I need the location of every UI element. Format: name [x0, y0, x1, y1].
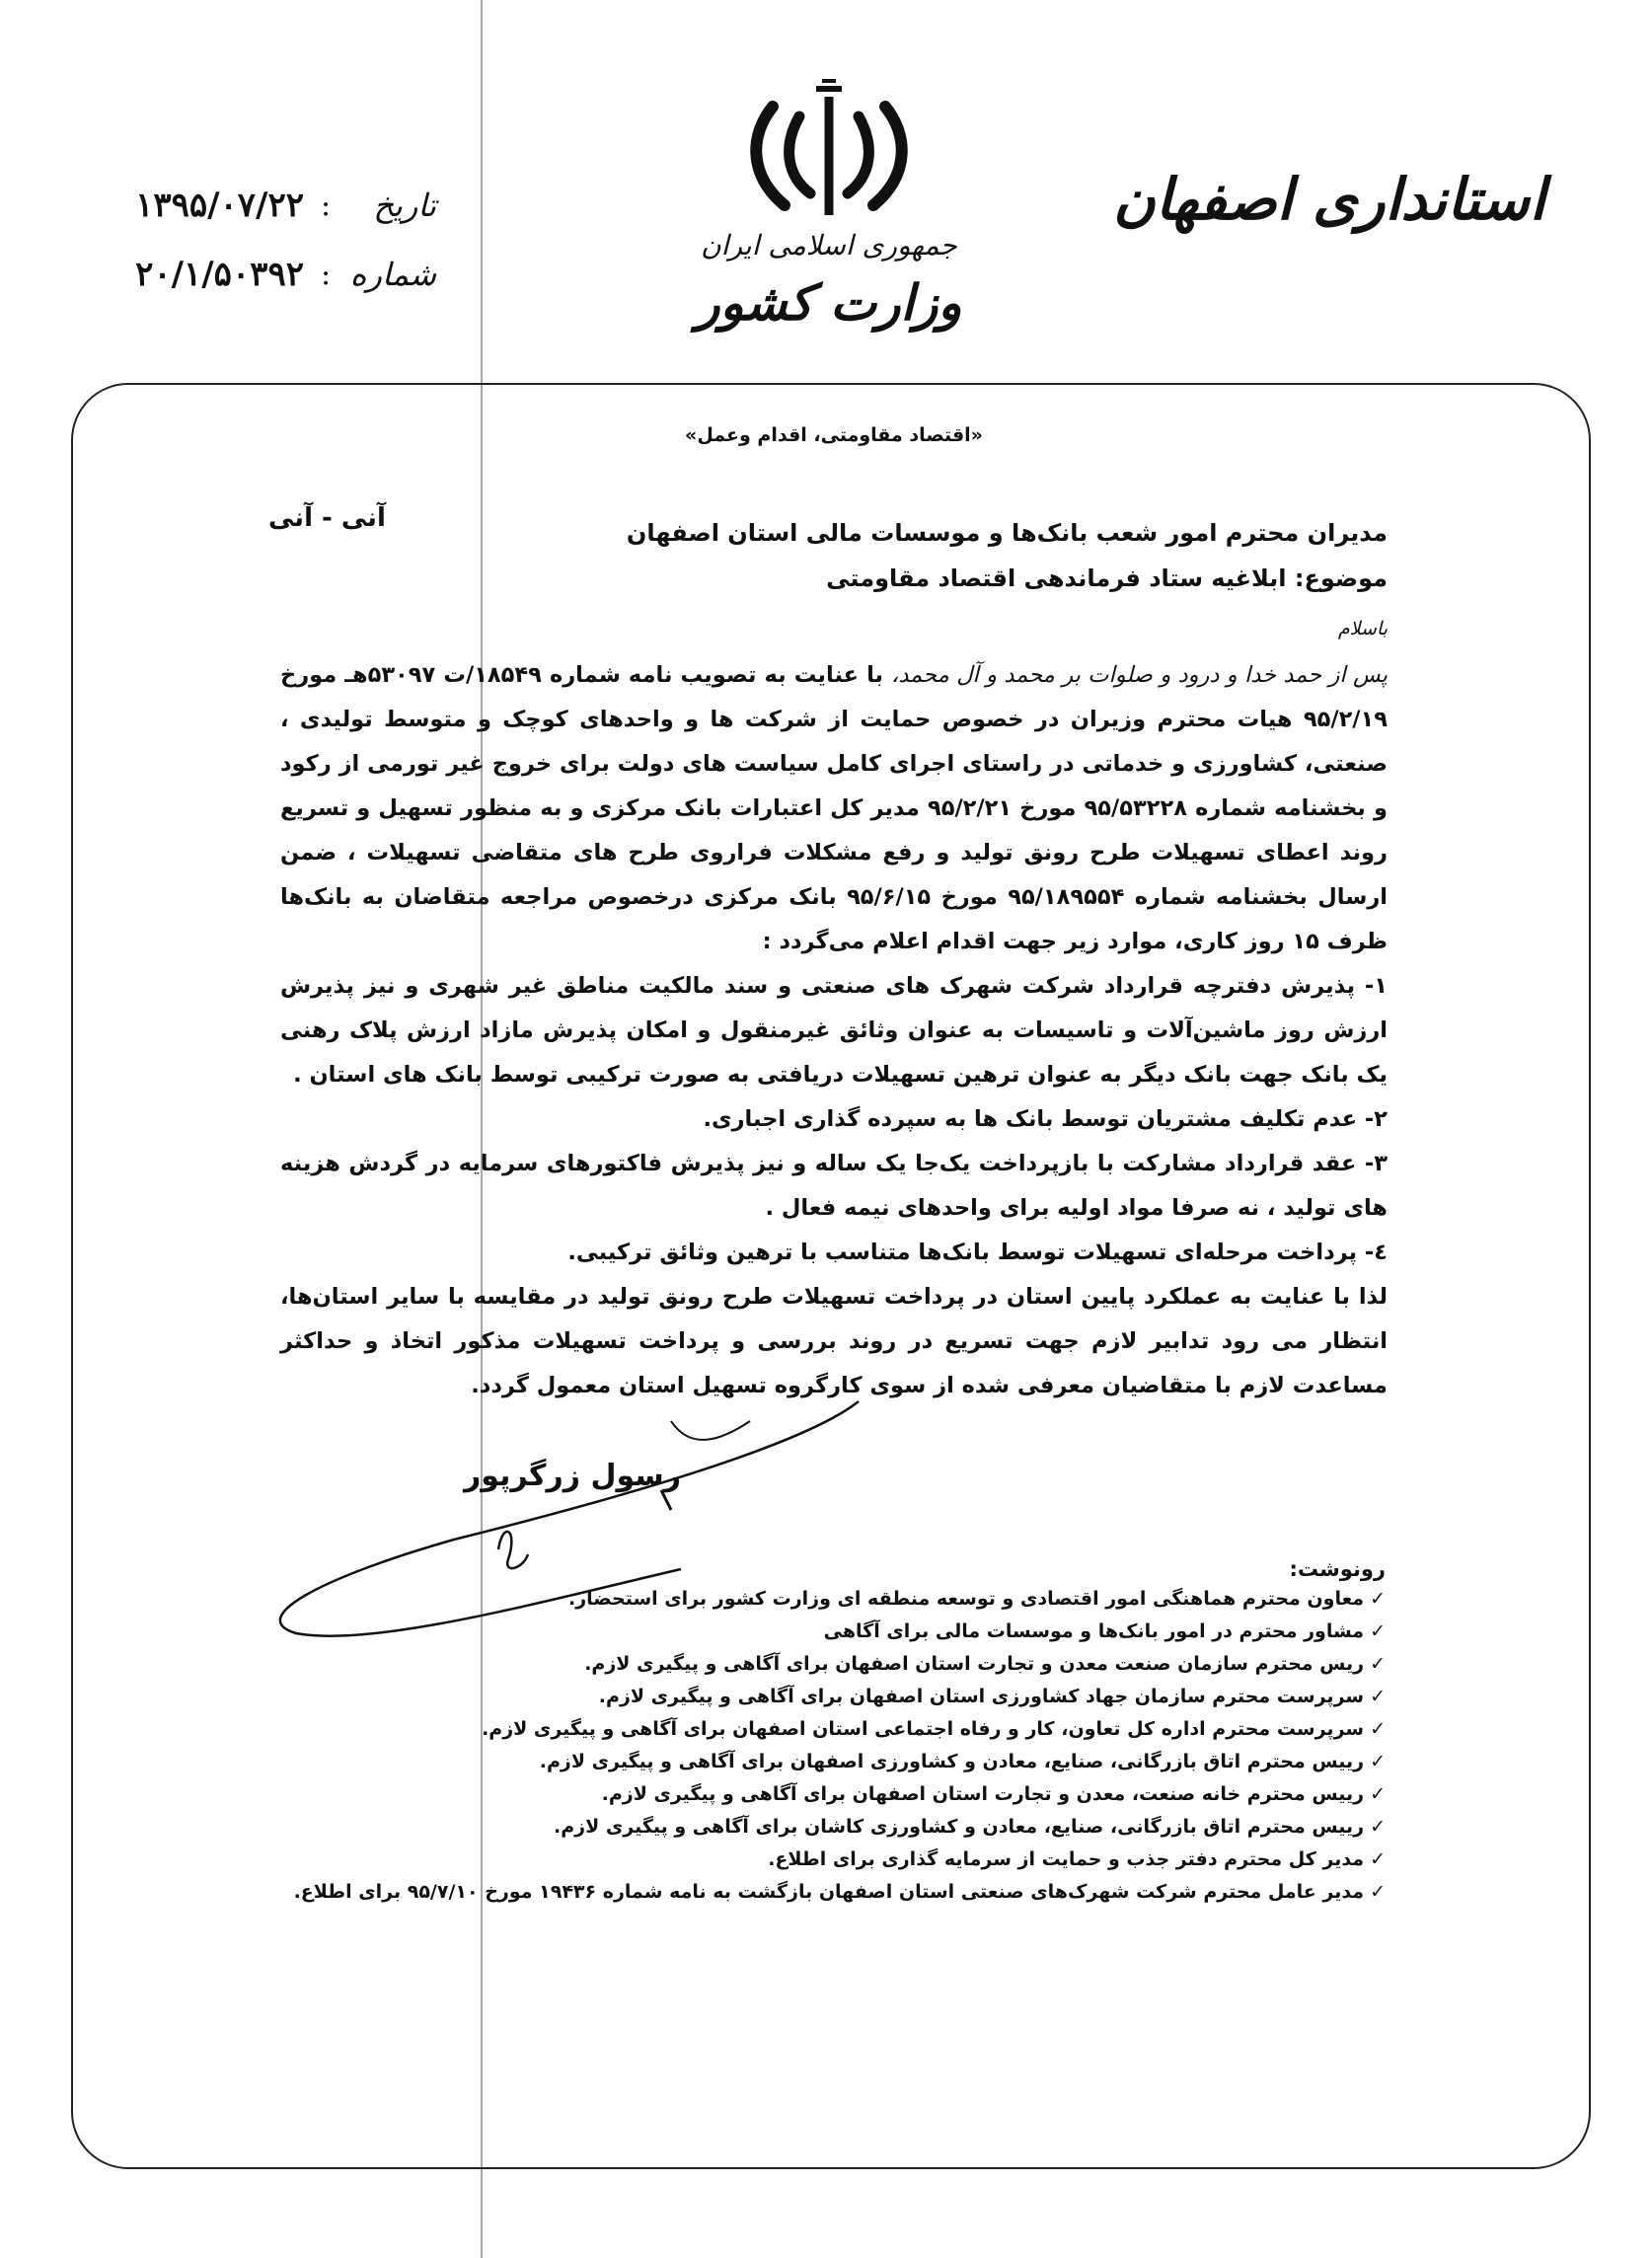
check-icon: ✓	[1370, 1653, 1386, 1675]
action-items	[280, 964, 1388, 1275]
action-item: ٤- پرداخت مرحله‌ای تسهیلات توسط بانک‌ها متناسب با ترهین وثائق ترکیبی.	[567, 1240, 1388, 1265]
number-label: شماره	[349, 256, 436, 293]
check-icon: ✓	[1370, 1816, 1386, 1838]
cc-item-text: مشاور محترم در امور بانک‌ها و موسسات مالی برای آگاهی	[823, 1620, 1365, 1642]
number-colon: :	[320, 257, 332, 292]
slogan: «اقتصاد مقاومتی، اقدام وعمل»	[685, 424, 983, 446]
cc-item-text: مدیر عامل محترم شرکت شهرک‌های صنعتی استان اصفهان بازگشت به نامه شماره ۱۹۴۳۶ مورخ ۹۵/۷/۱۰ برای اطلاع.	[293, 1881, 1365, 1903]
cc-list	[280, 1557, 1386, 1909]
cc-item	[280, 1811, 1386, 1844]
cc-item	[280, 1844, 1386, 1876]
addressee: مدیران محترم امور شعب بانک‌ها و موسسات مالی استان اصفهان	[626, 519, 1388, 547]
date-colon: :	[320, 188, 332, 223]
letter-meta	[61, 186, 436, 324]
cc-item-text: سرپرست محترم اداره کل تعاون، کار و رفاه اجتماعی استان اصفهان برای آگاهی و پیگیری لازم.	[482, 1718, 1365, 1740]
check-icon: ✓	[1370, 1848, 1386, 1870]
cc-item	[280, 1876, 1386, 1909]
cc-item	[280, 1616, 1386, 1648]
action-item: ۳- عقد قرارداد مشارکت با بازپرداخت یک‌جا یک ساله و نیز پذیرش فاکتورهای سرمایه در گردش هزینه های تولید ، نه صرفا مواد اولیه برای واحدهای نیمه فعال .	[280, 1151, 1388, 1221]
number-row	[61, 255, 436, 294]
date-value: ۱۳۹۵/۰۷/۲۲	[135, 186, 304, 225]
closing-paragraph: لذا با عنایت به عملکرد پایین استان در پرداخت تسهیلات طرح رونق تولید در مقایسه با سایر استان‌ها، انتظار می رود تدابیر لازم جهت تسریع در روند بررسی و پرداخت تسهیلات مذکور اتخاذ و حداکثر مساعدت لازم با متقاضیان معرفی شده از سوی کارگروه تسهیل استان معمول گردد.	[280, 1284, 1388, 1398]
cc-item-text: سرپرست محترم سازمان جهاد کشاورزی استان اصفهان برای آگاهی و پیگیری لازم.	[598, 1686, 1365, 1707]
cc-item-text: رییس محترم اتاق بازرگانی، صنایع، معادن و کشاورزی اصفهان برای آگاهی و پیگیری لازم.	[539, 1751, 1365, 1772]
cc-item	[280, 1713, 1386, 1746]
check-icon: ✓	[1370, 1881, 1386, 1903]
check-icon: ✓	[1370, 1588, 1386, 1610]
cc-item	[280, 1583, 1386, 1616]
governorate-title: استانداری اصفهان	[1113, 166, 1545, 233]
signatory-name: رسول زرگرپور	[464, 1459, 682, 1493]
emblem-caption: جمهوری اسلامی ایران	[701, 229, 957, 262]
cc-item-text: رییس محترم خانه صنعت، معدن و تجارت استان اصفهان برای آگاهی و پیگیری لازم.	[601, 1783, 1365, 1805]
number-value: ۲۰/۱/۵۰۳۹۲	[135, 255, 304, 294]
check-icon: ✓	[1370, 1718, 1386, 1740]
check-icon: ✓	[1370, 1783, 1386, 1805]
cc-item-text: معاون محترم هماهنگی امور اقتصادی و توسعه منطقه ای وزارت کشور برای استحضار.	[567, 1588, 1365, 1610]
letter-body	[280, 424, 1388, 1408]
subject-line: موضوع: ابلاغیه ستاد فرماندهی اقتصاد مقاومتی	[826, 564, 1388, 592]
cc-item-text: رییس محترم اتاق بازرگانی، صنایع، معادن و کشاورزی کاشان برای آگاهی و پیگیری لازم.	[554, 1816, 1365, 1838]
check-icon: ✓	[1370, 1620, 1386, 1642]
greeting: باسلام	[1337, 618, 1388, 640]
cc-item-text: مدیر کل محترم دفتر جذب و حمایت از سرمایه گذاری برای اطلاع.	[768, 1848, 1365, 1870]
date-row	[61, 186, 436, 225]
cc-item	[280, 1778, 1386, 1811]
check-icon: ✓	[1370, 1686, 1386, 1707]
body-paragraph	[280, 653, 1388, 964]
cc-title: رونوشت:	[1289, 1557, 1386, 1581]
date-label: تاریخ	[373, 187, 436, 224]
cc-item	[280, 1681, 1386, 1713]
letterhead-emblem-block	[691, 77, 967, 373]
urgency-label: آنی - آنی	[268, 503, 386, 533]
action-item: ۱- پذیرش دفترچه قرارداد شرکت شهرک های صنعتی و سند مالکیت مناطق غیر شهری و نیز پذیرش ارزش روز ماشین‌آلات و تاسیسات به عنوان وثائق غیرمنقول و امکان پذیرش مازاد ارزش پلاک رهنی یک بانک جهت بانک دیگر به عنوان ترهین تسهیلات دریافتی به صورت ترکیبی توسط بانک های استان .	[280, 973, 1388, 1088]
action-item: ۲- عدم تکلیف مشتریان توسط بانک ها به سپرده گذاری اجباری.	[703, 1106, 1388, 1132]
cc-item	[280, 1746, 1386, 1778]
cc-item-text: ریس محترم سازمان صنعت معدن و تجارت استان اصفهان برای آگاهی و پیگیری لازم.	[584, 1653, 1365, 1675]
iran-emblem-icon	[745, 77, 913, 225]
ministry-name: وزارت کشور	[696, 273, 962, 332]
cc-item	[280, 1648, 1386, 1681]
body-lead: پس از حمد خدا و درود و صلوات بر محمد و آل محمد،	[891, 662, 1389, 688]
body-text: با عنایت به تصویب نامه شماره ۱۸۵۴۹/ت ۵۳۰۹۷هـ مورخ ۹۵/۲/۱۹ هیات محترم وزیران در خصوص حمایت از شرکت ها و واحدهای کوچک و متوسط تولیدی ، صنعتی، کشاورزی و خدماتی در راستای اجرای کامل سیاست های دولت برای خروج غیر تورمی از رکود و بخشنامه شماره ۹۵/۵۳۲۲۸ مورخ ۹۵/۲/۲۱ مدیر کل اعتبارات بانک مرکزی و به منظور تسهیل و تسریع روند اعطای تسهیلات طرح رونق تولید و رفع مشکلات فراروی طرح های متقاضی تسهیلات ، ضمن ارسال بخشنامه شماره ۹۵/۱۸۹۵۵۴ مورخ ۹۵/۶/۱۵ بانک مرکزی درخصوص مراجعه متقاضان به بانک‌ها ظرف ۱۵ روز کاری، موارد زیر جهت اقدام اعلام می‌گردد :	[280, 662, 1388, 954]
check-icon: ✓	[1370, 1751, 1386, 1772]
